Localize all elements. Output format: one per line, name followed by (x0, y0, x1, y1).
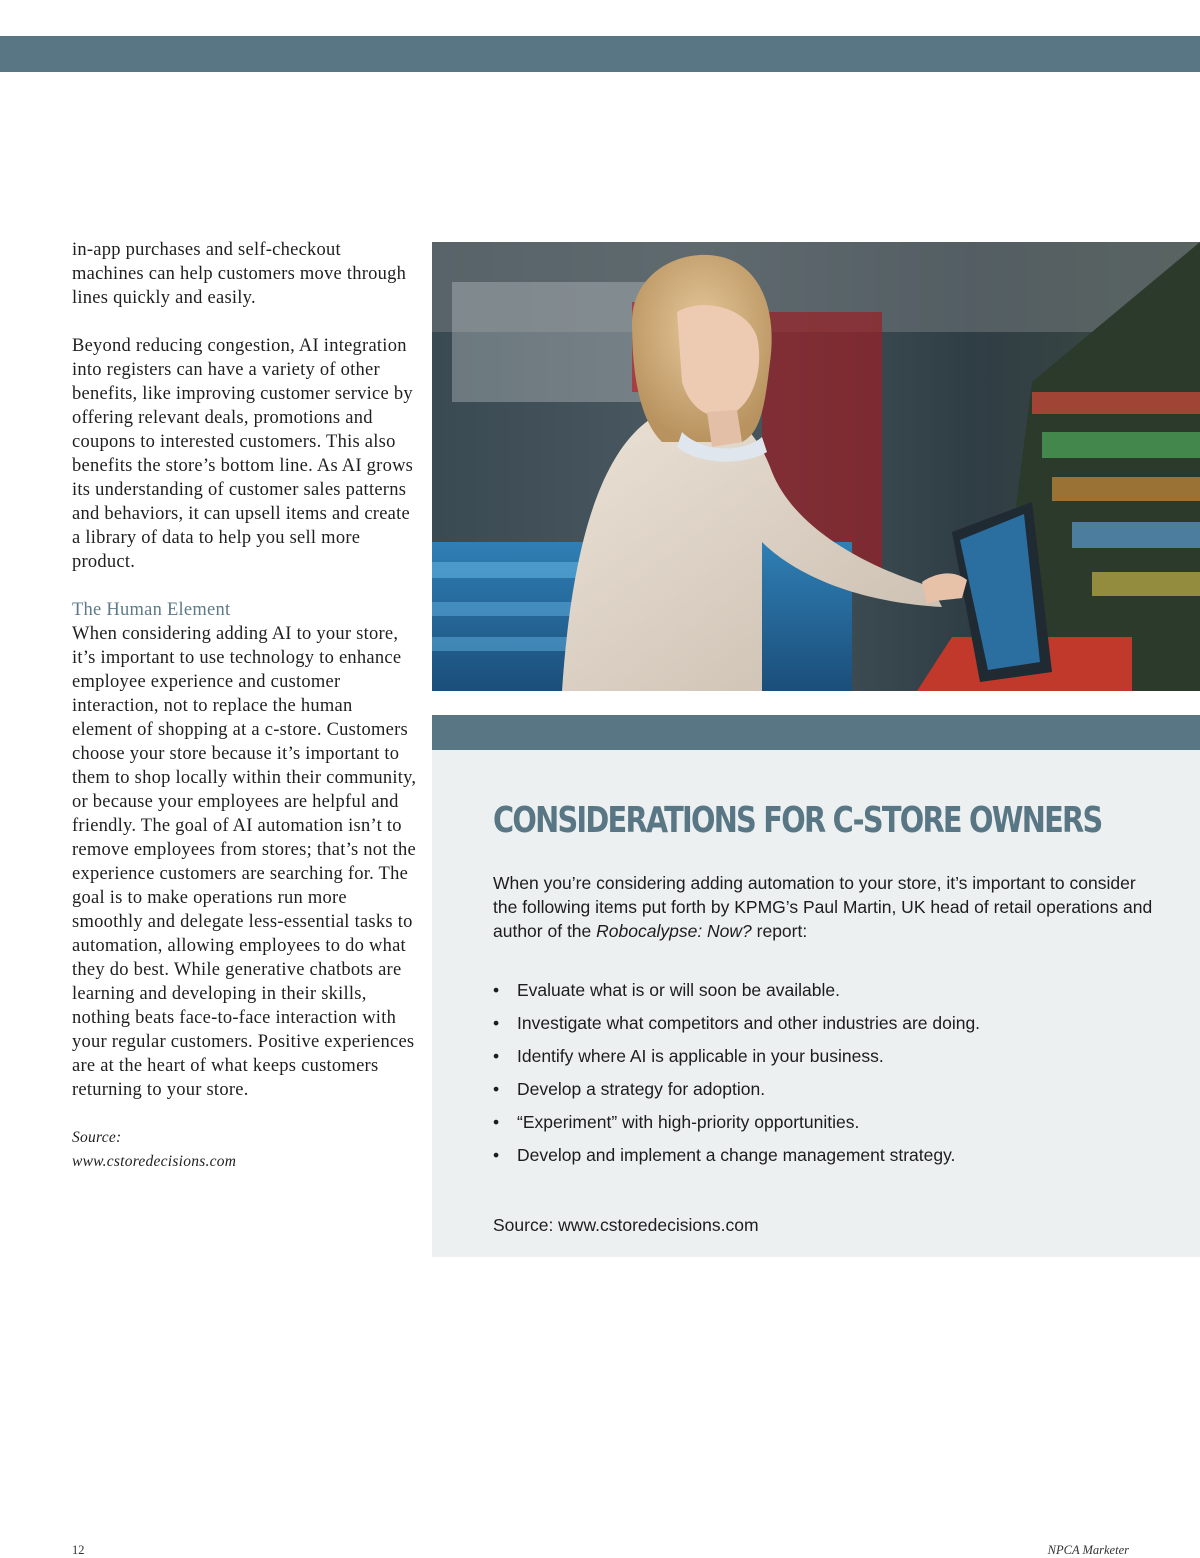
list-item-text: Investigate what competitors and other industries are doing. (517, 1013, 981, 1033)
list-item (493, 1106, 980, 1139)
bullet-icon: • (493, 980, 500, 1000)
bullet-icon: • (493, 1079, 500, 1099)
header-color-bar (0, 36, 1200, 72)
list-item-text: Evaluate what is or will soon be available. (517, 980, 840, 1000)
section-subhead: The Human Element (72, 600, 231, 620)
article-source (72, 1126, 417, 1174)
list-item (493, 974, 980, 1007)
considerations-list (493, 974, 980, 1172)
article-source-url: www.cstoredecisions.com (72, 1153, 237, 1170)
list-item-text: “Experiment” with high-priority opportunities. (517, 1112, 860, 1132)
list-item-text: Develop a strategy for adoption. (517, 1079, 766, 1099)
bullet-icon: • (493, 1145, 500, 1165)
article-paragraph-2: Beyond reducing congestion, AI integration into registers can have a variety of other benefits, like improving customer service by offering relevant deals, promotions and coupons to interested customers. This also benefits the store’s bottom line. As AI grows its understanding of customer sales patterns and behaviors, it can upsell items and create a library of data to help you sell more product. (72, 336, 414, 572)
report-title: Robocalypse: Now? (596, 921, 752, 941)
bullet-icon: • (493, 1013, 500, 1033)
self-checkout-photo (432, 242, 1200, 691)
list-item (493, 1139, 980, 1172)
article-source-label: Source: (72, 1129, 122, 1146)
bullet-icon: • (493, 1046, 500, 1066)
considerations-sidebar (432, 750, 1200, 1257)
article-paragraph-3: When considering adding AI to your store, it’s important to use technology to enhance employee experience and customer interaction, not to replace the human element of shopping at a c-store. Customers choose your store because it’s important to them to shop locally within their community, or because your employees are helpful and friendly. The goal of AI automation isn’t to remove employees from stores; that’s not the experience customers are searching for. The goal is to make operations run more smoothly and delegate less-essential tasks to automation, allowing employees to do what they do best. While generative chatbots are learning and developing in their skills, nothing beats face-to-face interaction with your regular customers. Positive experiences are at the heart of what keeps customers returning to your store. (72, 624, 417, 1100)
publication-name: NPCA Marketer (1047, 1543, 1129, 1557)
list-item-text: Develop and implement a change management strategy. (517, 1145, 956, 1165)
article-column (72, 238, 417, 1174)
sidebar-title: CONSIDERATIONS FOR C-STORE OWNERS (493, 800, 1102, 841)
list-item (493, 1073, 980, 1106)
sidebar-source: Source: www.cstoredecisions.com (493, 1215, 759, 1235)
list-item (493, 1007, 980, 1040)
sidebar-color-bar (432, 715, 1200, 750)
sidebar-intro-text: When you’re considering adding automation to your store, it’s important to consider the following items put forth by KPMG’s Paul Martin, UK head of retail operations and author of the (493, 873, 1153, 941)
sidebar-intro (493, 871, 1153, 943)
list-item (493, 1040, 980, 1073)
list-item-text: Identify where AI is applicable in your business. (517, 1046, 884, 1066)
bullet-icon: • (493, 1112, 500, 1132)
sidebar-intro-end: report: (751, 921, 808, 941)
page-number: 12 (72, 1543, 85, 1557)
article-paragraph-1: in-app purchases and self-checkout machines can help customers move through lines quickly and easily. (72, 240, 407, 308)
